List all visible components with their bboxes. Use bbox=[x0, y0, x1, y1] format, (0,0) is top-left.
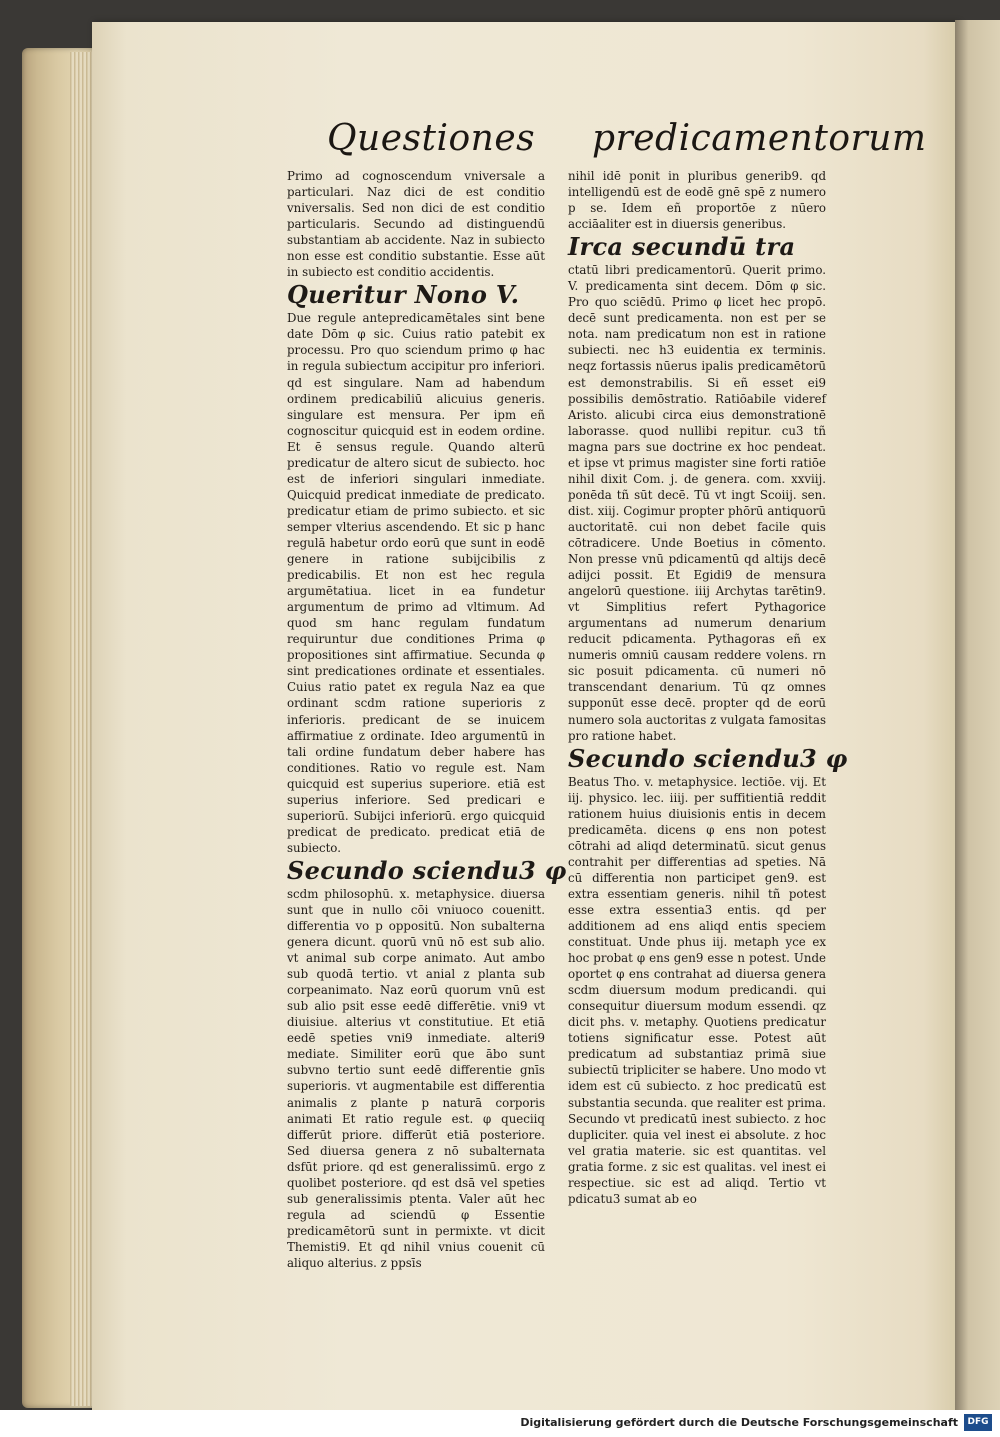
paragraph: ctatū libri predicamentorū. Querit primo. V. predicamenta sint decem. Dōm φ sic. Pro quo sciēdū. Primo φ licet hec propō. decē sunt predicamenta. non est per se nota. nam predicatum non est in ratione subiecti. nec h3 euidentia ex terminis. neqz fortassis nūerus ipalis predicamētorū est demonstrabilis. Si eñ esset ei9 possibilis demōstratio. Ratiōabile videref Aristo. alicubi circa eius demonstrationē laborasse. quod nullibi repitur. cu3 tñ magna pars sue doctrine ex hoc pendeat. et ipse vt primus magister sine forti ratiōe nihil dixit Com. j. de genera. com. xxviij. ponēda tñ sūt decē. Tū vt ingt Scoiij. sen. dist. xiij. Cogimur propter phōrū antiquorū auctoritatē. cui non debet facile quis cōtradicere. Unde Boetius in cōmento. Non presse vnū pdicamentū qd altijs decē adijci possit. Et Egidi9 de mensura angelorū questione. iiij Archytas tarētin9. vt Simplitius refert Pythagorice argumentans ad numerum denarium reducit pdicamenta. Pythagoras eñ ex numeris omniū causam reddere volens. rn sic posuit pdicamenta. cū numeri nō transcendant denarium. Tū qz omnes supponūt esse decē. propter qd de eorū numero sola auctoritas z vulgata famositas pro ratione habet. bbox=[568, 263, 826, 743]
dfg-logo-icon: DFG bbox=[964, 1414, 992, 1431]
text-column-left bbox=[287, 168, 567, 1271]
facing-page-edge bbox=[955, 20, 1000, 1412]
section-heading: Secundo sciendu3 φ bbox=[287, 855, 567, 885]
text-column-right bbox=[568, 168, 848, 1207]
paragraph: Beatus Tho. v. metaphysice. lectiōe. vij. Et iij. physico. lec. iiij. per suffitientiā reddit rationem huius diuisionis entis in decem predicamēta. dicens φ ens non potest cōtrahi ad aliqd determinatū. sicut genus contrahit per differentias ad speties. Nā cū differentia non participet gen9. est extra essentiam generis. nihil tñ potest esse extra essentia3 entis. qd per additionem ad ens aliqd entis speciem constituat. Unde phus iij. metaph yce ex hoc probat φ ens gen9 esse n potest. Unde oportet φ ens contrahat ad diuersa genera scdm diuersum modum predicandi. qui consequitur diuersum modum essendi. qz dicit phs. v. metaphy. Quotiens predicatur totiens significatur esse. Potest aūt predicatum ad substantiaz primā siue subiectū tripliciter se habere. Uno modo vt idem est cū subiecto. z hoc predicatū est substantia secunda. que realiter est prima. Secundo vt predicatū inest subiecto. z hoc dupliciter. quia vel inest ei absolute. z hoc vel gratia materie. sic est quantitas. vel gratia forme. z sic est qualitas. vel inest ei respectiue. sic est ad aliqd. Tertio vt pdicatu3 sumat ab eo bbox=[568, 774, 826, 1206]
section-heading: Irca secundū tra bbox=[568, 232, 796, 262]
running-title-left: Questiones bbox=[327, 118, 536, 159]
running-title-right: predicamentorum bbox=[592, 118, 927, 159]
paragraph: Due regule antepredicamētales sint bene date Dōm φ sic. Cuius ratio patebit ex processu. Pro quo sciendum primo φ hac in regula subiectum accipitur pro inferiori. qd est singulare. Nam ad habendum ordinem predicabiliū alicuius generis. singulare est mensura. Per ipm eñ cognoscitur quicquid est in eodem ordine. Et ē sensus regule. Quando alterū predicatur de altero sicut de subiecto. hoc est de inferiori singulari inmediate. Quicquid predicat inmediate de predicato. predicatur etiam de primo subiecto. et sic semper vlterius ascendendo. Et sic p hanc regulā habetur ordo eorū que sunt in eodē genere in ratione subijcibilis z predicabilis. Et non est hec regula argumētatiua. licet in ea fundetur argumentum de primo ad vltimum. Ad quod sm hanc regulam fundatum requiruntur due conditiones Prima φ propositiones sint affirmatiue. Secunda φ sint predicationes ordinate et essentiales. Cuius ratio patet ex regula Naz ea que ordinant scdm ratione superioris z inferioris. predicant de se inuicem affirmatiue z ordinate. Ideo argumentū in tali ordine fundatum deber habere has conditiones. Ratio vo regule est. Nam quicquid est superius superiore. etiā est superius inferiore. Sed predicari e superiorū. Subijci inferiorū. ergo quicquid predicat de predicato. predicat etiā de subiecto. bbox=[287, 311, 545, 855]
section-heading: Queritur Nono V. bbox=[287, 280, 520, 310]
paragraph: scdm philosophū. x. metaphysice. diuersa sunt que in nullo cōi vniuoco couenitt. differentia vo p oppositū. Non subalterna genera dicunt. quorū vnū nō est sub alio. vt animal sub corpe animato. Aut ambo sub quodā tertio. vt anial z planta sub corpeanimato. Naz eorū quorum vnū est sub alio psit esse eedē differētie. vni9 vt diuisiue. alterius vt constitutiue. Et etiā eedē speties vni9 inmediate. alteri9 mediate. Similiter eorū que ābo sunt subvno tertio sunt eedē differentie gnīs superioris. vt augmentabile est differentia animalis z plante p naturā corporis animati Et ratio regule est. φ queciiq differūt priore. differūt etiā posteriore. Sed diuersa genera z nō subalternata dsfūt priore. qd est generalissimū. ergo z quolibet posteriore. qd est dsā vel speties sub generalissimis ptenta. Valer aūt hec regula ad sciendū φ Essentie predicamētorū sunt in permixte. vt dicit Themisti9. Et qd nihil vnius couenit cū aliquo alterius. z ppsīs bbox=[287, 886, 545, 1270]
paragraph-intro: nihil idē ponit in pluribus generib9. qd intelligendū est de eodē gnē spē z numero p se. Idem eñ proportōe z nūero acciāaliter est in diuersis generibus. bbox=[568, 169, 826, 232]
footer-bar bbox=[0, 1410, 1000, 1437]
funding-credit: Digitalisierung gefördert durch die Deutsche Forschungsgemeinschaft bbox=[520, 1416, 958, 1429]
section-heading: Secundo sciendu3 φ bbox=[568, 743, 848, 773]
paragraph-intro: Primo ad cognoscendum vniversale a particulari. Naz dici de est conditio vniversalis. Sed non dici de est conditio particularis. Secundo ad distinguendū substantiam ab accidente. Naz in subiecto non esse est conditio substantie. Esse aūt in subiecto est conditio accidentis. bbox=[287, 169, 545, 280]
